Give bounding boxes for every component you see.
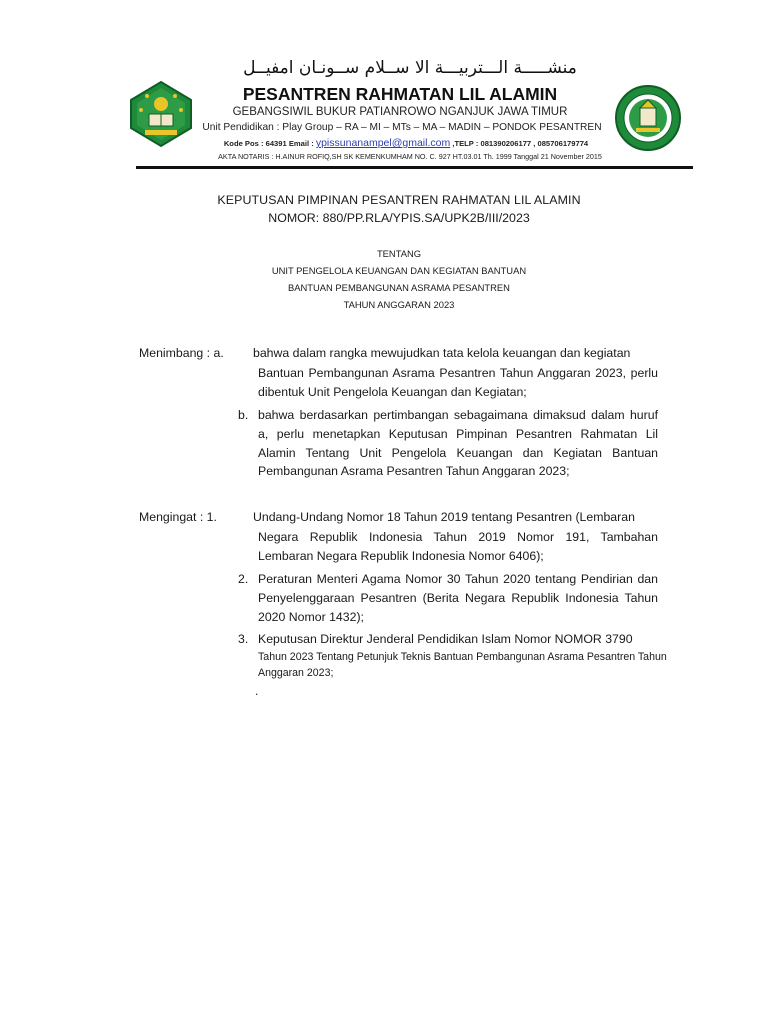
- mengingat-item-3-marker: 3.: [238, 632, 249, 646]
- notary-deed: AKTA NOTARIS : H.AINUR ROFIQ,SH SK KEMENKUMHAM NO. C. 927 HT.03.01 Th. 1999 Tanggal 21 November 2015: [218, 152, 602, 161]
- trailing-dot: .: [255, 684, 259, 698]
- mengingat-item-2-marker: 2.: [238, 572, 249, 586]
- mengingat-label: Mengingat : 1.: [139, 510, 217, 524]
- contact-phones: ,TELP : 081390206177 , 085706179774: [450, 139, 589, 148]
- menimbang-item-a-rest: Bantuan Pembangunan Asrama Pesantren Tahun Anggaran 2023, perlu dibentuk Unit Pengelola Keuangan dan Kegiatan;: [258, 366, 658, 399]
- decree-number: NOMOR: 880/PP.RLA/YPIS.SA/UPK2B/III/2023: [268, 211, 530, 225]
- menimbang-label: Menimbang : a.: [139, 346, 224, 360]
- menimbang-item-b-marker: b.: [238, 408, 249, 422]
- menimbang-item-a-first-line: bahwa dalam rangka mewujudkan tata kelola keuangan dan kegiatan: [253, 346, 631, 360]
- subject-line-2: BANTUAN PEMBANGUNAN ASRAMA PESANTREN: [288, 282, 510, 293]
- email-link[interactable]: ypissunanampel@gmail.com: [315, 137, 451, 149]
- pesantren-emblem-icon: [614, 84, 682, 152]
- organization-address: GEBANGSIWIL BUKUR PATIANROWO NGANJUK JAWA TIMUR: [232, 106, 568, 118]
- organization-name: PESANTREN RAHMATAN LIL ALAMIN: [242, 84, 558, 104]
- letterhead-divider: [136, 166, 693, 169]
- mengingat-item-1-rest: Negara Republik Indonesia Tahun 2019 Nomor 191, Tambahan Lembaran Negara Republik Indonesia Nomor 6406);: [258, 530, 658, 563]
- arabic-foundation-name: منشـــــة الـــتربيـــة الا ســلام ســونـان امفيــل: [243, 58, 577, 78]
- decree-title: KEPUTUSAN PIMPINAN PESANTREN RAHMATAN LIL ALAMIN: [217, 193, 581, 207]
- subject-about: TENTANG: [376, 248, 422, 259]
- subject-line-3: TAHUN ANGGARAN 2023: [343, 299, 455, 310]
- mengingat-item-1-first-line: Undang-Undang Nomor 18 Tahun 2019 tentang Pesantren (Lembaran: [253, 510, 635, 524]
- kemenag-emblem-icon: [127, 80, 195, 148]
- menimbang-item-b-text: bahwa berdasarkan pertimbangan sebagaimana dimaksud dalam huruf a, perlu menetapkan Keputusan Pimpinan Pesantren Rahmatan Lil Alamin Tentang Unit Pengelola Keuangan dan Kegiatan Bantuan Pembangunan Asrama Pesantren Tahun Anggaran 2023;: [258, 408, 658, 479]
- mengingat-item-3-first-line: Keputusan Direktur Jenderal Pendidikan Islam Nomor NOMOR 3790: [258, 632, 633, 646]
- contact-line: [196, 137, 616, 149]
- subject-line-1: UNIT PENGELOLA KEUANGAN DAN KEGIATAN BANTUAN: [271, 265, 527, 276]
- mengingat-item-2-text: Peraturan Menteri Agama Nomor 30 Tahun 2020 tentang Pendirian dan Penyelenggaraan Pesantren (Berita Negara Republik Indonesia Tahun 2020 Nomor 1432);: [258, 572, 658, 624]
- contact-prefix: Kode Pos : 64391 Email :: [223, 139, 316, 148]
- education-units: Unit Pendidikan : Play Group – RA – MI – MTs – MA – MADIN – PONDOK PESANTREN: [202, 122, 602, 133]
- mengingat-item-3-rest: Tahun 2023 Tentang Petunjuk Teknis Bantuan Pembangunan Asrama Pesantren Tahun Anggaran 2023;: [258, 651, 667, 679]
